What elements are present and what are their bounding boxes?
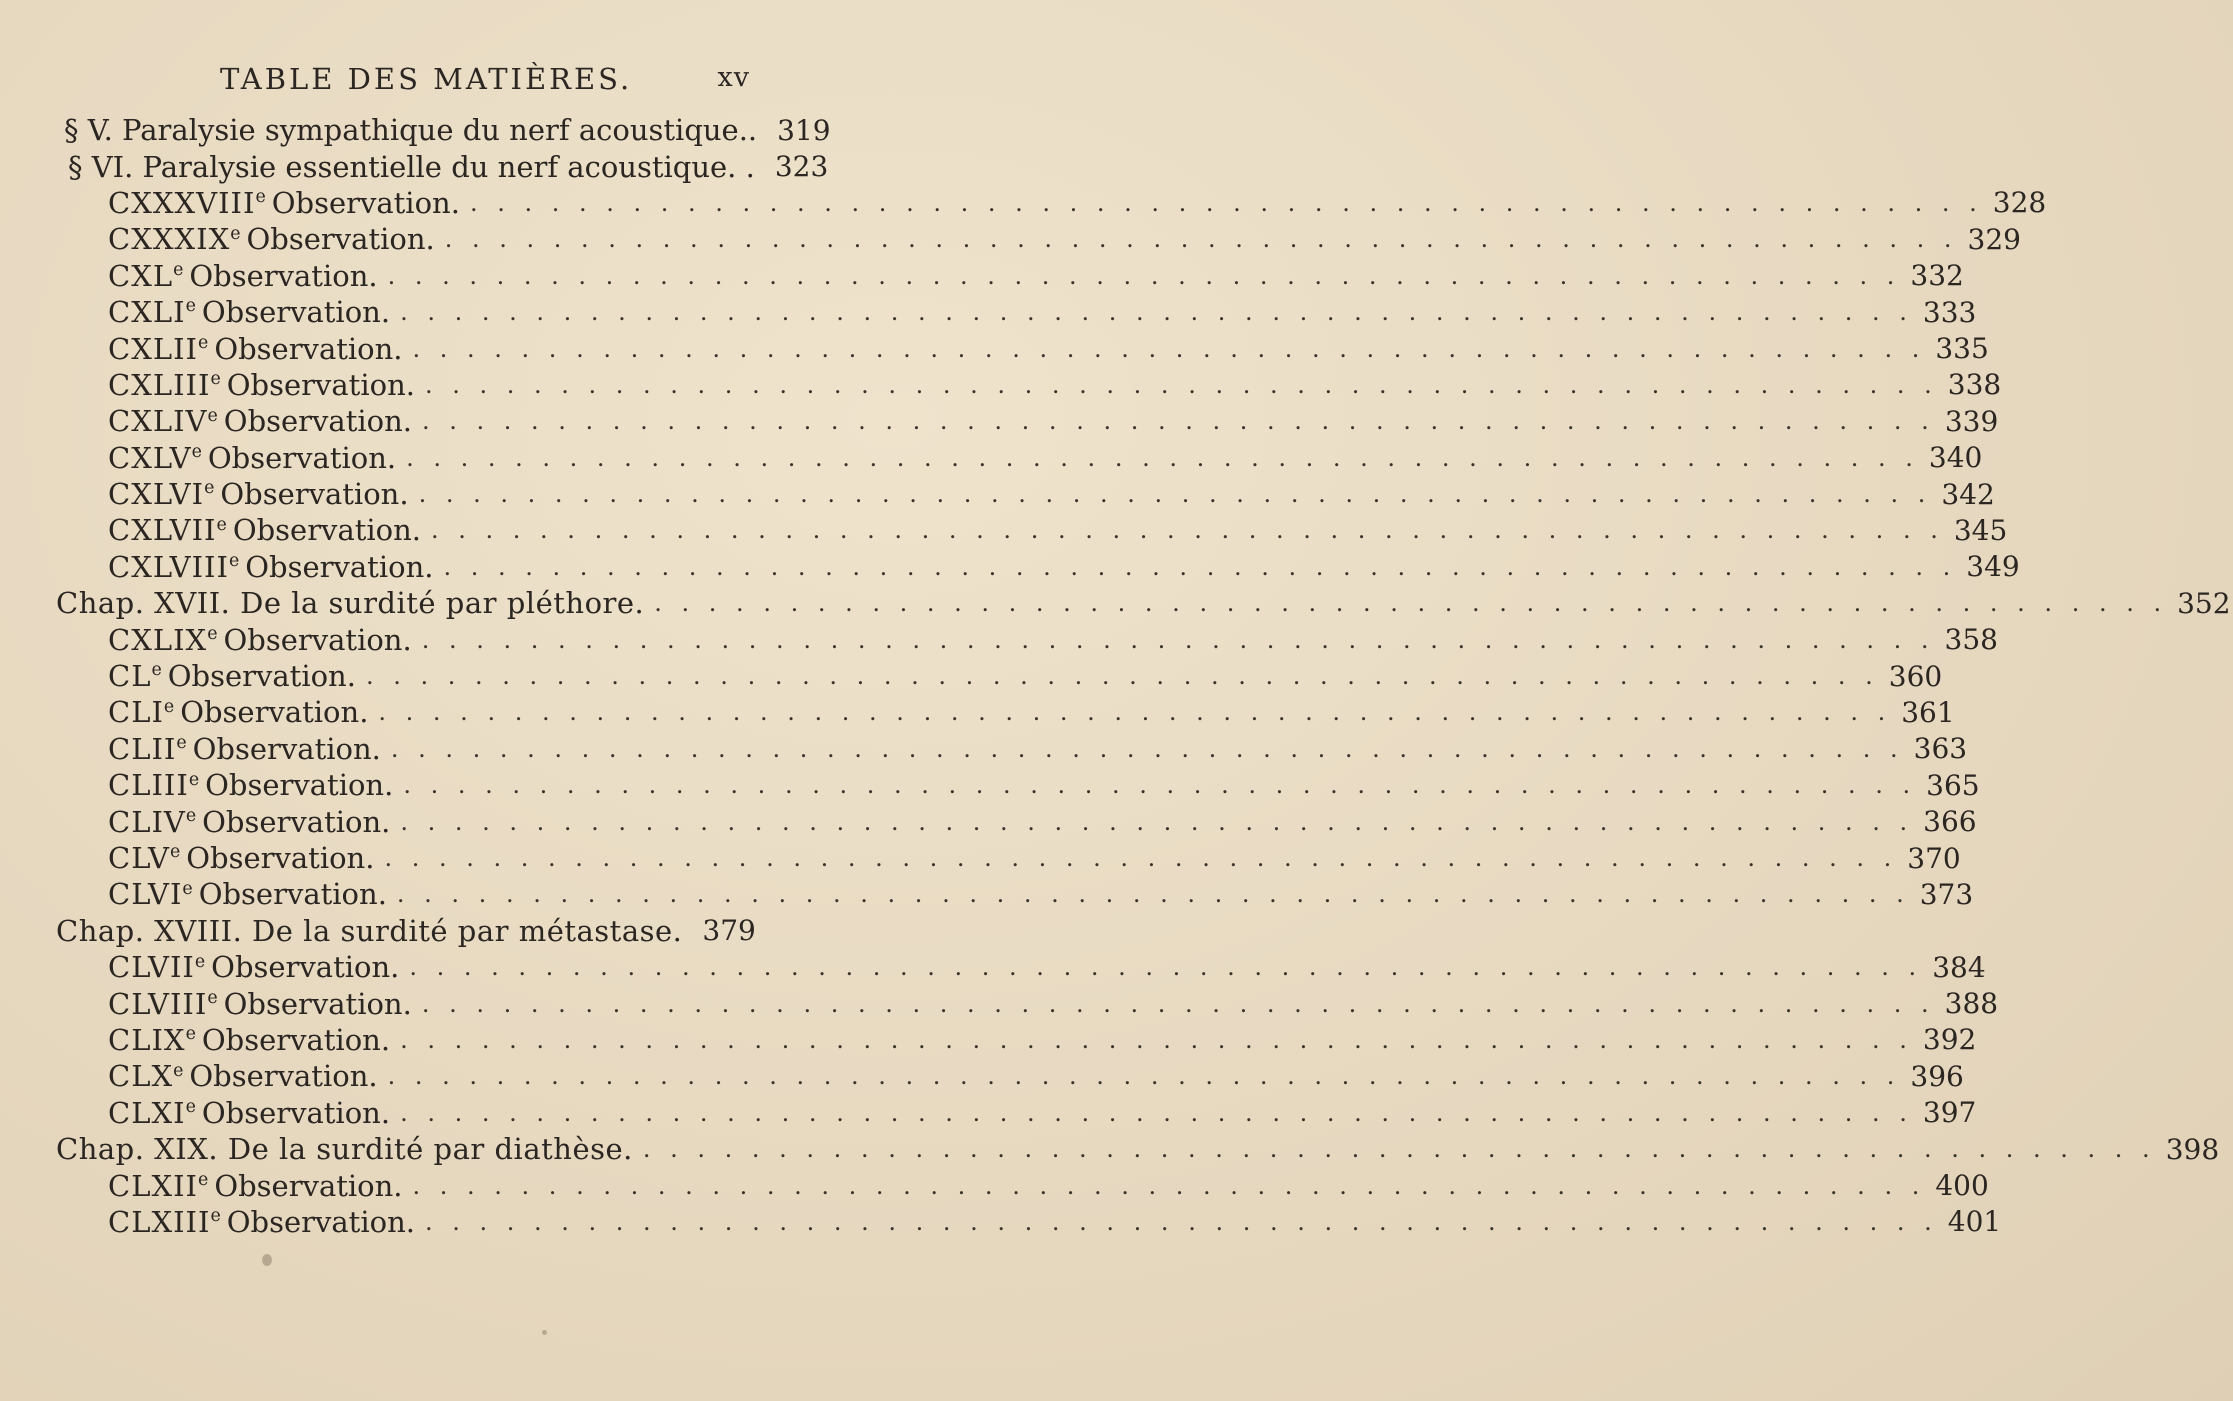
observation-number: CLVI xyxy=(108,877,183,912)
toc-observation-entry xyxy=(0,1095,1977,1131)
observation-word: Observation. xyxy=(192,731,381,766)
ordinal-suffix: e xyxy=(198,332,209,353)
toc-page-number: 345 xyxy=(1953,513,2008,547)
observation-number: CXXXVIII xyxy=(108,185,256,220)
dot-leader xyxy=(419,482,1932,506)
toc-chapter-entry xyxy=(0,913,800,949)
observation-word: Observation. xyxy=(245,549,434,584)
dot-leader xyxy=(403,773,1916,797)
ordinal-suffix: e xyxy=(173,1060,184,1081)
ordinal-suffix: e xyxy=(191,442,202,463)
toc-entry-label xyxy=(108,368,415,402)
toc-observation-entry xyxy=(0,476,1995,512)
observation-word: Observation. xyxy=(223,986,412,1021)
observation-word: Observation. xyxy=(202,804,391,839)
observation-word: Observation. xyxy=(205,768,394,803)
observation-word: Observation. xyxy=(211,950,400,985)
toc-page-number: 323 xyxy=(774,150,829,184)
toc-page-number: 366 xyxy=(1923,805,1977,839)
dot-leader xyxy=(425,1210,1938,1234)
ordinal-suffix: e xyxy=(185,1024,196,1045)
toc-chapter-entry xyxy=(0,1131,2220,1167)
toc-entry-label: § V. Paralysie sympathique du nerf acoustique.. xyxy=(64,113,758,148)
toc-observation-entry xyxy=(0,221,2021,257)
toc-observation-entry xyxy=(0,1022,1977,1058)
toc-observation-entry xyxy=(0,985,1999,1021)
observation-number: CXLIII xyxy=(108,367,211,402)
toc-observation-entry xyxy=(0,621,1998,657)
observation-number: CLII xyxy=(108,731,177,766)
observation-number: CXLVIII xyxy=(108,549,229,584)
dot-leader xyxy=(397,882,1910,906)
observation-word: Observation. xyxy=(232,513,422,548)
dot-leader xyxy=(443,555,1956,579)
toc-entry-label xyxy=(108,259,378,293)
observation-number: CLVII xyxy=(108,950,195,985)
observation-number: CL xyxy=(108,659,152,694)
ordinal-suffix: e xyxy=(204,478,215,499)
ordinal-suffix: e xyxy=(185,805,197,826)
toc-observation-entry xyxy=(0,403,1999,439)
observation-word: Observation. xyxy=(226,1204,415,1239)
toc-entry-label xyxy=(108,513,421,547)
toc-observation-entry xyxy=(0,694,1955,730)
dot-leader xyxy=(391,737,1904,761)
toc-page-number: 358 xyxy=(1944,623,1998,657)
toc-observation-entry xyxy=(0,258,1964,294)
observation-number: CLVIII xyxy=(108,986,208,1021)
toc-entry-label xyxy=(108,1169,403,1203)
toc-page-number: 396 xyxy=(1910,1059,1964,1093)
toc-observation-entry xyxy=(0,949,1986,985)
observation-word: Observation. xyxy=(226,367,415,402)
toc-observation-entry xyxy=(0,1058,1964,1094)
toc-observation-entry xyxy=(0,876,1974,912)
observation-number: CLIX xyxy=(108,1022,186,1057)
toc-entry-label xyxy=(108,1059,378,1093)
dot-leader xyxy=(643,1137,2156,1161)
observation-number: CXLIX xyxy=(108,622,208,657)
dot-leader xyxy=(384,846,1897,870)
toc-page-number: 361 xyxy=(1901,695,1955,729)
toc-entry-label: § VI. Paralysie essentielle du nerf acoustique. . xyxy=(68,149,755,184)
toc-entry-label xyxy=(108,1023,390,1057)
dot-leader xyxy=(413,1174,1926,1198)
ink-spot xyxy=(262,1254,272,1266)
toc-observation-entry xyxy=(0,367,2002,403)
toc-entry-label xyxy=(108,841,374,875)
toc-entry-label xyxy=(108,550,433,584)
toc-page-number: 397 xyxy=(1922,1096,1977,1130)
toc-page-number: 379 xyxy=(702,914,756,948)
toc-page-number: 400 xyxy=(1935,1169,1989,1203)
running-title: TABLE DES MATIÈRES. xyxy=(220,62,633,96)
toc-observation-entry xyxy=(0,1167,1989,1203)
ordinal-suffix: e xyxy=(176,733,187,754)
observation-word: Observation. xyxy=(214,331,403,366)
toc-entry-label xyxy=(108,950,399,984)
toc-entry-label: Chap. XIX. De la surdité par diathèse. xyxy=(56,1132,633,1167)
toc-chapter-entry xyxy=(0,585,2231,621)
observation-word: Observation. xyxy=(271,185,460,220)
observation-number: CLXII xyxy=(108,1168,199,1203)
ordinal-suffix: e xyxy=(173,260,184,281)
toc-entry-label xyxy=(108,732,381,766)
page-folio: xv xyxy=(717,62,750,93)
dot-leader xyxy=(406,446,1919,470)
toc-page-number: 392 xyxy=(1922,1023,1977,1057)
ordinal-suffix: e xyxy=(182,878,193,899)
toc-entry-label xyxy=(108,295,390,329)
dot-leader xyxy=(400,300,1913,324)
dot-leader xyxy=(431,518,1944,542)
toc-page-number: 340 xyxy=(1928,441,1983,475)
toc-entry-label xyxy=(108,695,368,729)
table-of-contents xyxy=(0,112,2231,1240)
dot-leader xyxy=(400,810,1913,834)
toc-observation-entry xyxy=(0,803,1977,839)
toc-observation-entry xyxy=(0,1204,2002,1240)
observation-number: CLXIII xyxy=(108,1204,211,1239)
toc-entry-label xyxy=(108,1096,390,1130)
toc-page-number: 328 xyxy=(1992,186,2047,220)
ordinal-suffix: e xyxy=(185,1097,196,1118)
toc-page-number: 332 xyxy=(1910,259,1964,293)
observation-number: CXL xyxy=(108,258,174,293)
ordinal-suffix: e xyxy=(255,187,266,208)
ordinal-suffix: e xyxy=(185,296,196,317)
observation-word: Observation. xyxy=(207,440,397,475)
observation-number: CLV xyxy=(108,841,170,875)
ordinal-suffix: e xyxy=(210,369,221,390)
dot-leader xyxy=(445,227,1958,251)
toc-entry-label xyxy=(108,404,412,438)
toc-page-number: 335 xyxy=(1935,332,1989,366)
observation-number: CLIII xyxy=(108,768,189,803)
observation-number: CXLIV xyxy=(108,404,208,439)
toc-page-number: 363 xyxy=(1913,732,1968,766)
ordinal-suffix: e xyxy=(151,660,162,681)
toc-page-number: 329 xyxy=(1967,222,2021,256)
dot-leader xyxy=(422,992,1935,1016)
observation-word: Observation. xyxy=(189,1059,378,1094)
toc-section-entry xyxy=(0,112,831,148)
dot-leader xyxy=(470,191,1983,215)
dot-leader xyxy=(422,409,1935,433)
observation-number: CXLVII xyxy=(108,513,217,548)
observation-number: CLIV xyxy=(108,804,186,839)
toc-entry-label xyxy=(108,222,435,256)
observation-word: Observation. xyxy=(201,295,391,330)
dot-leader xyxy=(654,591,2167,615)
toc-observation-entry xyxy=(0,731,1968,767)
ordinal-suffix: e xyxy=(207,987,218,1008)
toc-entry-label xyxy=(108,768,393,802)
dot-leader xyxy=(388,1064,1901,1088)
toc-page-number: 365 xyxy=(1926,768,1980,802)
toc-entry-label: Chap. XVII. De la surdité par pléthore. xyxy=(56,586,645,621)
toc-page-number: 319 xyxy=(777,113,831,147)
dot-leader xyxy=(409,955,1922,979)
dot-leader xyxy=(388,264,1901,288)
toc-entry-label xyxy=(108,659,356,693)
toc-entry-label xyxy=(108,441,396,475)
toc-entry-label xyxy=(108,805,390,839)
toc-page-number: 333 xyxy=(1922,295,1977,329)
toc-entry-label xyxy=(108,1205,415,1239)
dot-leader xyxy=(422,628,1935,652)
ordinal-suffix: e xyxy=(228,551,240,572)
ordinal-suffix: e xyxy=(230,223,241,244)
toc-page-number: 370 xyxy=(1907,841,1961,875)
toc-entry-label xyxy=(108,332,403,366)
dot-leader xyxy=(378,700,1891,724)
toc-observation-entry xyxy=(0,440,1983,476)
ordinal-suffix: e xyxy=(194,951,206,972)
ordinal-suffix: e xyxy=(207,405,218,426)
observation-number: CXLV xyxy=(108,440,192,475)
toc-observation-entry xyxy=(0,294,1977,330)
ordinal-suffix: e xyxy=(207,624,218,644)
dot-leader xyxy=(400,1028,1913,1052)
toc-page-number: 339 xyxy=(1944,404,1999,438)
ink-spot xyxy=(542,1330,547,1335)
toc-entry-label xyxy=(108,186,460,220)
toc-observation-entry xyxy=(0,185,2047,221)
observation-number: CLI xyxy=(108,695,164,730)
observation-word: Observation. xyxy=(180,695,369,730)
observation-word: Observation. xyxy=(189,258,378,293)
toc-page-number: 384 xyxy=(1932,950,1986,984)
observation-word: Observation. xyxy=(186,841,375,875)
ordinal-suffix: e xyxy=(169,842,181,863)
observation-word: Observation. xyxy=(167,659,356,694)
ordinal-suffix: e xyxy=(210,1206,221,1227)
toc-page-number: 349 xyxy=(1966,550,2020,584)
dot-leader xyxy=(400,1101,1913,1125)
toc-observation-entry xyxy=(0,658,1943,694)
ordinal-suffix: e xyxy=(198,1169,209,1190)
toc-page-number: 352 xyxy=(2177,586,2231,620)
observation-number: CXLII xyxy=(108,331,199,366)
page-header xyxy=(60,62,750,102)
toc-entry-label xyxy=(108,477,409,511)
ordinal-suffix: e xyxy=(188,769,200,790)
observation-number: CXLVI xyxy=(108,477,205,512)
observation-word: Observation. xyxy=(201,1022,391,1057)
observation-number: CXXXIX xyxy=(108,222,231,257)
toc-entry-label xyxy=(108,877,387,911)
toc-section-entry xyxy=(0,148,829,184)
observation-word: Observation. xyxy=(220,477,409,512)
toc-observation-entry xyxy=(0,549,2020,585)
ordinal-suffix: e xyxy=(216,514,227,535)
observation-number: CLX xyxy=(108,1059,174,1094)
toc-entry-label: Chap. XVIII. De la surdité par métastase. xyxy=(56,913,683,948)
toc-entry-label xyxy=(108,623,412,657)
toc-observation-entry xyxy=(0,330,1989,366)
observation-number: CXLI xyxy=(108,295,186,330)
ordinal-suffix: e xyxy=(163,696,175,717)
observation-word: Observation. xyxy=(223,622,412,657)
toc-page-number: 338 xyxy=(1947,368,2002,402)
toc-entry-label xyxy=(108,987,412,1021)
observation-word: Observation. xyxy=(201,1095,391,1130)
dot-leader xyxy=(366,664,1879,688)
toc-page-number: 401 xyxy=(1947,1205,2002,1239)
toc-page-number: 388 xyxy=(1944,987,1999,1021)
observation-word: Observation. xyxy=(198,877,387,912)
toc-page-number: 398 xyxy=(2165,1132,2220,1166)
toc-page-number: 373 xyxy=(1919,877,1974,911)
dot-leader xyxy=(425,373,1938,397)
observation-word: Observation. xyxy=(214,1168,403,1203)
toc-observation-entry xyxy=(0,767,1980,803)
toc-page-number: 342 xyxy=(1941,477,1995,511)
observation-word: Observation. xyxy=(246,222,435,257)
dot-leader xyxy=(413,337,1926,361)
toc-observation-entry xyxy=(0,840,1961,876)
observation-number: CLXI xyxy=(108,1095,186,1130)
observation-word: Observation. xyxy=(223,404,412,439)
toc-page-number: 360 xyxy=(1888,659,1943,693)
toc-observation-entry xyxy=(0,512,2008,548)
